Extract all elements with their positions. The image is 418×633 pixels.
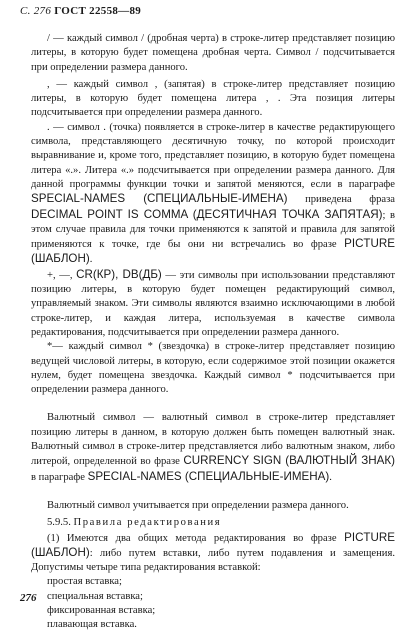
- header-page-number: 276: [33, 5, 52, 17]
- document-body: [31, 32, 395, 633]
- list-item: плавающая вставка.: [47, 619, 137, 631]
- code-picture-2: PICTURE (ШАБЛОН): [31, 530, 395, 559]
- paragraph-asterisk: *— каждый символ * (звездочка) в строке-литер представляет позицию ведущей числовой литеры, в которую, если содержимое этой позиции окажется нулем, будет помещена звездочка. Каждый символ * подсчитывается при определении размера данного.: [31, 341, 395, 396]
- insertion-types-list: [31, 575, 395, 632]
- list-item: специальная вставка;: [47, 590, 143, 602]
- paragraph-point: . — символ . (точка) появляется в строке-литер в качестве редактирующего символа, представляющего десятичную точку, по которой происходит выравнивание и, кроме того, представляет позицию, в которую будет помещена литера «.». Литера «.» подсчитывается при определении размера данного. Для данной программы функции точки и запятой меняются, если в параграфе SPECIAL-NAMES (СПЕЦИАЛЬНЫЕ-ИМЕНА) приведена фраза DECIMAL POINT IS COMMA (ДЕСЯТИЧНАЯ ТОЧКА ЗАПЯТАЯ); в этом случае правила для точки применяются к запятой и правила для запятой применяются к точке, где бы они ни встречались во фразе PICTURE (ШАБЛОН).: [31, 121, 395, 266]
- code-special-names-2: SPECIAL-NAMES (СПЕЦИАЛЬНЫЕ-ИМЕНА): [87, 469, 330, 483]
- paragraph-currency: Валютный символ — валютный символ в строке-литер представляет позицию литеры в данном, в которую должен быть помещен валютный знак. Валютный символ в строке-литер представляется либо валютным знаком, либо литерой, определенной во фразе CURRENCY SIGN (ВАЛЮТНЫЙ ЗНАК) в параграфе SPECIAL-NAMES (СПЕЦИАЛЬНЫЕ-ИМЕНА).: [31, 412, 396, 483]
- code-decimal-point: DECIMAL POINT IS COMMA (ДЕСЯТИЧНАЯ ТОЧКА ЗАПЯТАЯ): [31, 207, 383, 221]
- section-title: Правила редактирования: [73, 517, 222, 529]
- paragraph-comma: , — каждый символ , (запятая) в строке-литер представляет позицию литеры, в которую будет помещена литера , . Эта позиция литеры подсчитывается при определении размера данного.: [31, 78, 395, 119]
- code-picture: PICTURE (ШАБЛОН): [31, 237, 395, 266]
- paragraph-sign-symbols: +, —, CR(КР), DB(ДБ) — эти символы при использовании представляют позицию литеры, в которую будет помещен редактирующий символ, управляемый знаком. Эти символы являются взаимно исключающими в любой строке-литер, и каждая литера, используемая в качестве символа редактирования, подсчитывается при определении размера данного.: [31, 267, 395, 338]
- list-item: фиксированная вставка;: [47, 604, 156, 616]
- code-special-names: SPECIAL-NAMES (СПЕЦИАЛЬНЫЕ-ИМЕНА): [31, 192, 288, 206]
- code-cr-db: CR(КР), DB(ДБ): [76, 267, 162, 281]
- list-item: простая вставка;: [47, 576, 122, 588]
- paragraph-slash: / — каждый символ / (дробная черта) в строке-литер представляет позицию литеры, в которую будет помещена дробная черта. Символ / подсчитывается при определении размера данного.: [31, 33, 395, 73]
- page-prefix: С.: [20, 5, 31, 17]
- code-currency-sign: CURRENCY SIGN (ВАЛЮТНЫЙ ЗНАК): [183, 454, 396, 468]
- footer-page-number: 276: [20, 592, 37, 604]
- paragraph-edit-methods: (1) Имеются два общих метода редактирования во фразе PICTURE (ШАБЛОН): либо путем вставки, либо путем подавления и замещения. Допустимы четыре типа редактирования вставкой:: [31, 530, 395, 574]
- section-number: 5.9.5.: [47, 517, 74, 529]
- paragraph-currency-count: Валютный символ учитывается при определении размера данного.: [47, 499, 349, 511]
- running-header: [20, 5, 141, 17]
- section-heading: [31, 516, 395, 530]
- gost-designation: ГОСТ 22558—89: [54, 5, 142, 17]
